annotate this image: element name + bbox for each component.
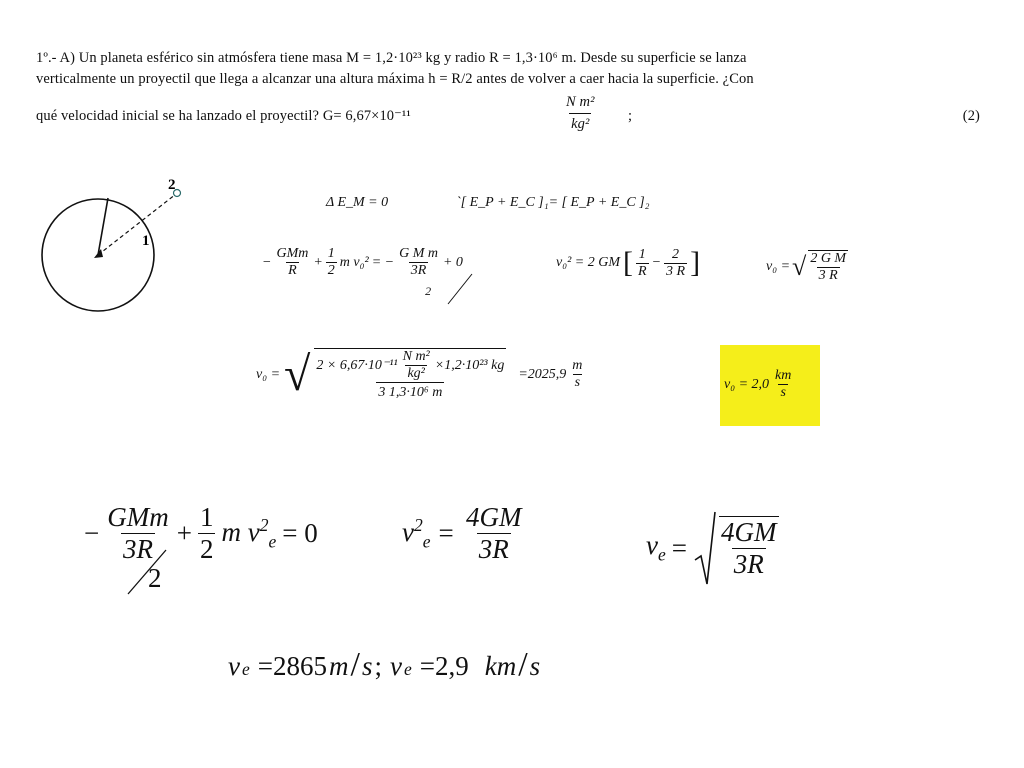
boxed-unit-num: km xyxy=(775,368,792,383)
eq2-fraction xyxy=(462,502,526,565)
energy-conservation: Δ E_M = 0 xyxy=(326,195,389,210)
half-den: 2 xyxy=(327,263,335,278)
eq1-mv-text: m v xyxy=(221,516,260,547)
v0-squared-expr: v₀² = 2 GM [ $\frac{1}{R}$ − $\frac{2}{3 R}$ ] xyxy=(556,246,701,279)
term1-num: GMm xyxy=(276,246,309,261)
problem-statement xyxy=(36,48,986,138)
numeric-unit-num: N m² xyxy=(402,349,430,364)
boxed-unit-den: s xyxy=(780,385,786,400)
root-fraction xyxy=(808,250,848,284)
label-point-1: 1 xyxy=(142,233,150,249)
eq1-den: 3R xyxy=(122,534,153,564)
eq1-mv xyxy=(221,515,276,552)
eq3-v: v xyxy=(646,530,658,561)
eq1-sup: 2 xyxy=(259,514,269,535)
br-a-num: 1 xyxy=(638,246,646,262)
numeric-v0-label: v₀ = xyxy=(256,366,281,382)
final-result: v e =2865 m / s ; v e =2,9 km / s xyxy=(228,646,541,683)
g-units-numerator: N m² xyxy=(566,94,595,111)
numeric-num-text: 2 × 6,67·10⁻¹¹ xyxy=(316,358,398,373)
numeric-big-fraction xyxy=(314,348,506,401)
final-v2: v xyxy=(389,651,402,681)
eq1-half-den: 2 xyxy=(199,534,214,564)
v0-label: v₀ = xyxy=(766,259,791,274)
result-unit-den: s xyxy=(574,375,581,390)
boxed-units xyxy=(773,368,793,401)
equals-minus: = − xyxy=(371,254,395,270)
eq2-v: v xyxy=(402,516,414,547)
eq1-minus: − xyxy=(84,518,100,548)
problem-line-3 xyxy=(36,96,986,138)
final-unit2a: km xyxy=(484,651,517,681)
eq3-fraction xyxy=(719,516,779,580)
term2-num: G M m xyxy=(399,246,438,261)
eq3-sub: e xyxy=(657,544,666,565)
term2-den: 3R xyxy=(410,263,427,278)
problem-question: qué velocidad inicial se ha lanzado el proyectil? G= 6,67×10⁻¹¹ xyxy=(36,108,411,125)
numeric-numerator xyxy=(314,349,506,382)
result-units xyxy=(570,358,584,391)
numeric-units xyxy=(401,349,432,382)
eq1-half-num: 1 xyxy=(199,502,214,532)
eq3-equals: = xyxy=(671,532,687,563)
root-num: 2 G M xyxy=(810,251,847,266)
final-unit2b: s xyxy=(529,651,541,681)
eq1-equals-zero: = 0 xyxy=(282,518,318,548)
eq1-slash xyxy=(126,548,170,596)
label-point-2: 2 xyxy=(168,177,176,193)
planet-diagram xyxy=(40,170,200,320)
g-units-denominator: kg² xyxy=(569,113,591,135)
energy-equation: `[ E_P + E_C ]₁= [ E_P + E_C ]₂ xyxy=(456,195,650,210)
problem-line-1: 1º.- A) Un planeta esférico sin atmósfera tiene masa M = 1,2·10²³ kg y radio R = 1,3·10⁶ m. Desde su superficie se lanza xyxy=(36,50,747,66)
final-separator: ; xyxy=(374,651,382,681)
eq3-den: 3R xyxy=(733,549,764,579)
bracket-term-a xyxy=(636,247,649,280)
energy-equation-row: − $\frac{\text{GMm}}{R}$ + $\frac{1}{2}$ m v₀² = − G M m 3R 2 + 0 xyxy=(262,246,463,298)
eq3-num: 4GM xyxy=(721,517,777,547)
numeric-result: =2025,9 xyxy=(518,366,567,382)
boxed-v0: v₀ = 2,0 xyxy=(724,376,770,392)
numeric-evaluation: v₀ = √ 2 × 6,67·10⁻¹¹ $\frac{\text{N m²}}{\text{kg²}}$ ×1,2·10²³ kg 3 1,3·10⁶ m =2025,9 $\frac{m}{s}$ xyxy=(256,347,583,401)
v0-root-expr: v₀ = √ $\frac{\text{2 G M}}{3 R}$ xyxy=(766,251,847,283)
term-gmm-r xyxy=(274,246,310,279)
term-half xyxy=(326,246,337,279)
escape-equation-1 xyxy=(84,502,318,565)
eq1-plus: + xyxy=(176,518,192,548)
eq3-radical-icon xyxy=(693,508,717,588)
result-unit-num: m xyxy=(572,358,583,373)
eq2-equals: = xyxy=(438,518,454,548)
final-eq1: =2865 xyxy=(257,651,327,681)
eq2-den: 3R xyxy=(478,534,509,564)
problem-line-2: verticalmente un proyectil que llega a alcanzar una altura máxima h = R/2 antes de volver a caer hacia la superficie. ¿Con xyxy=(36,71,754,88)
br-a-den: R xyxy=(638,263,647,279)
escape-equation-3 xyxy=(646,508,779,588)
eq2-sub: e xyxy=(422,531,431,552)
g-units-fraction xyxy=(564,92,597,135)
boxed-answer xyxy=(724,368,793,401)
plus-zero: + 0 xyxy=(442,254,463,270)
eq1-half xyxy=(198,502,216,565)
bracket-term-b xyxy=(664,247,687,280)
eq2-sup: 2 xyxy=(413,514,423,535)
final-v1: v xyxy=(228,651,240,681)
term-mv0: m v₀² xyxy=(339,254,369,270)
problem-mark: (2) xyxy=(962,108,980,125)
root-den: 3 R xyxy=(818,268,838,283)
radius-line xyxy=(98,198,108,255)
br-b-den: 3 R xyxy=(666,263,686,279)
half-num: 1 xyxy=(327,246,335,261)
eq2-lhs xyxy=(402,515,431,552)
eq1-sub: e xyxy=(268,531,277,552)
numeric-unit-den: kg² xyxy=(407,366,425,381)
final-sub2: e xyxy=(403,659,412,679)
final-eq2: =2,9 xyxy=(419,651,469,681)
trajectory-dashed-line xyxy=(98,194,176,255)
numeric-denominator: 3 1,3·10⁶ m xyxy=(376,382,444,401)
term-gmm-3r xyxy=(397,246,440,298)
numeric-num-tail: ×1,2·10²³ kg xyxy=(434,357,505,373)
eq2-num: 4GM xyxy=(466,502,522,532)
final-sub1: e xyxy=(241,659,250,679)
final-unit1b: s xyxy=(361,651,373,681)
eq3-lhs xyxy=(646,530,666,565)
slash-mark xyxy=(446,270,476,306)
escape-equation-2 xyxy=(402,502,526,565)
term1-den: R xyxy=(288,263,297,278)
eq1-sub-denominator: 2 xyxy=(148,563,162,593)
br-b-num: 2 xyxy=(672,246,680,262)
v0-squared: v₀² = 2 GM xyxy=(556,255,620,270)
semicolon: ; xyxy=(628,108,633,125)
final-unit1a: m xyxy=(329,651,349,681)
eq1-num: GMm xyxy=(107,502,169,532)
term2-sub: 2 xyxy=(425,284,432,298)
